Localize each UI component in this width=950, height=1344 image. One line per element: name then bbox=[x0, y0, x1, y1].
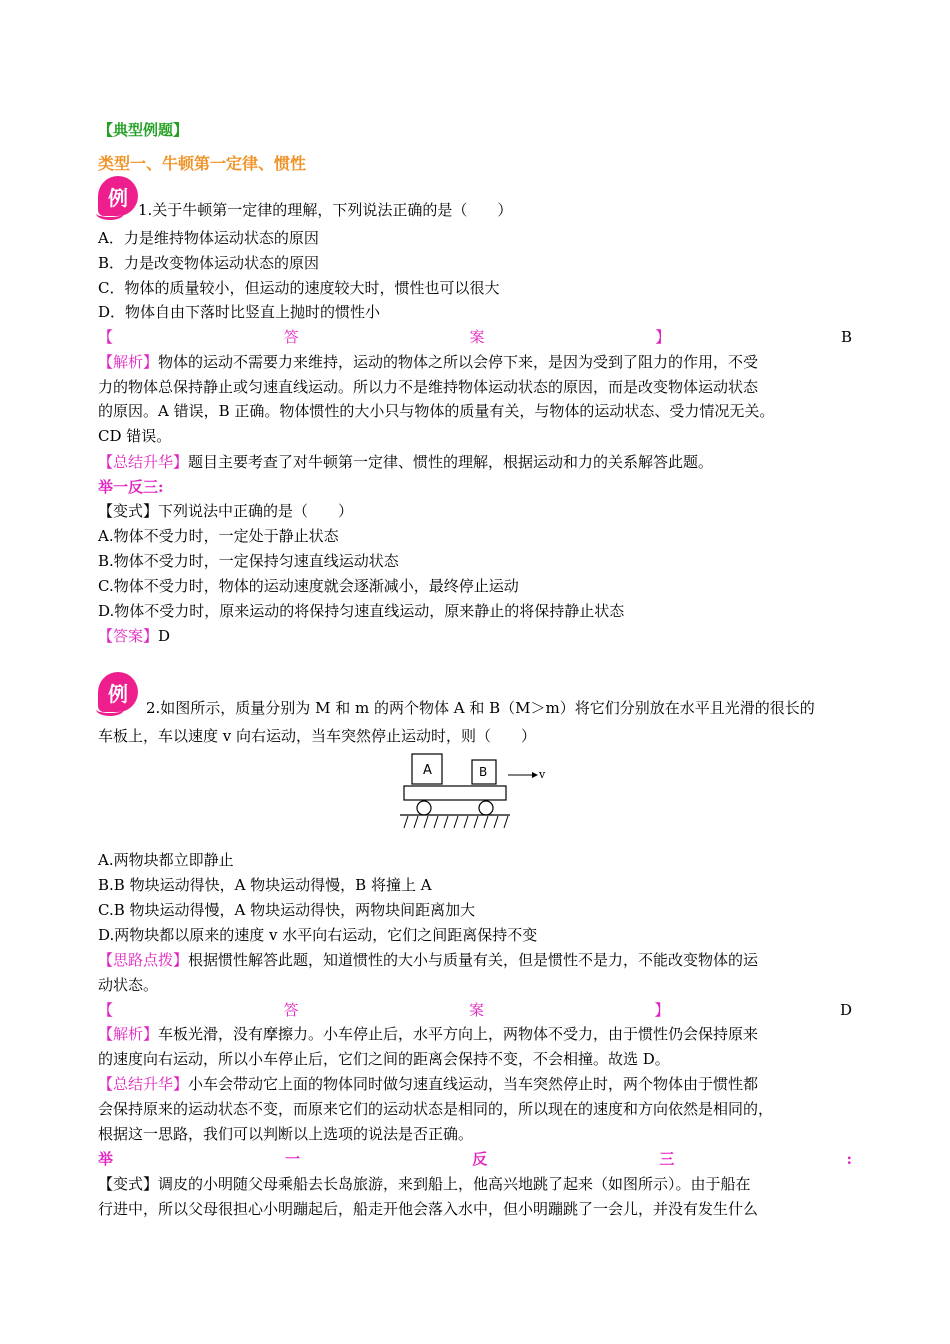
ex1-variant-answer: 【答案】D bbox=[98, 627, 171, 645]
cart-figure bbox=[398, 748, 554, 832]
ex2-question-line-1: 2.如图所示，质量分别为 M 和 m 的两个物体 A 和 B（M＞m）将它们分别放在水平且光滑的很长的 bbox=[146, 699, 815, 717]
answer-bracket-close: 】 bbox=[654, 1001, 670, 1019]
variant-label: 【变式】 bbox=[98, 502, 159, 520]
answer-char-1: 答 bbox=[283, 328, 299, 346]
ex2-variant-line-1: 【变式】调皮的小明随父母乘船去长岛旅游，来到船上，他高兴地跳了起来（如图所示）。由于船在 bbox=[98, 1175, 751, 1193]
ex1-practice-header: 举一反三: bbox=[98, 478, 164, 496]
ex1-analysis-line-3: 的原因。A 错误，B 正确。物体惯性的大小只与物体的质量有关，与物体的运动状态、受力情况无关。 bbox=[98, 402, 775, 420]
type-title: 类型一、牛顿第一定律、惯性 bbox=[98, 154, 307, 173]
ex2-hint-line-1: 【思路点拨】根据惯性解答此题，知道惯性的大小与质量有关，但是惯性不是力，不能改变物体的运 bbox=[98, 951, 759, 969]
answer-char-2: 案 bbox=[469, 328, 485, 346]
ex1-option-d: D．物体自由下落时比竖直上抛时的惯性小 bbox=[98, 303, 381, 321]
block-a-label: A bbox=[423, 763, 432, 778]
answer-value: D bbox=[839, 1001, 852, 1019]
answer-bracket-open: 【 bbox=[98, 1001, 114, 1019]
ex1-answer-row bbox=[98, 327, 852, 347]
ex1-analysis-line-1: 【解析】物体的运动不需要力来维持，运动的物体之所以会停下来，是因为受到了阻力的作用，不受 bbox=[98, 353, 759, 371]
analysis-label: 【解析】 bbox=[98, 1025, 159, 1043]
ex1-variant-question: 【变式】下列说法中正确的是（ ） bbox=[98, 502, 354, 520]
velocity-label: v bbox=[539, 768, 546, 781]
analysis-label: 【解析】 bbox=[98, 353, 159, 371]
section-header: 【典型例题】 bbox=[98, 121, 189, 139]
ex1-summary: 【总结升华】题目主要考查了对牛顿第一定律、惯性的理解，根据运动和力的关系解答此题。 bbox=[98, 453, 714, 471]
answer-char-2: 案 bbox=[468, 1001, 484, 1019]
ex1-analysis-line-4: CD 错误。 bbox=[98, 427, 172, 445]
ex1-option-c: C．物体的质量较小，但运动的速度较大时，惯性也可以很大 bbox=[98, 279, 500, 297]
cart-board bbox=[404, 786, 506, 800]
ground-hatch bbox=[404, 816, 508, 828]
ex2-option-a: A.两物块都立即静止 bbox=[98, 851, 234, 869]
ex2-answer-row bbox=[98, 1000, 852, 1020]
block-b-label: B bbox=[479, 765, 488, 779]
answer-char-1: 答 bbox=[283, 1001, 299, 1019]
ex1-variant-option-c: C.物体不受力时，物体的运动速度就会逐渐减小，最终停止运动 bbox=[98, 577, 519, 595]
ex2-practice-header: 举 一 反 三 : bbox=[98, 1150, 852, 1168]
ex2-summary-line-1: 【总结升华】小车会带动它上面的物体同时做匀速直线运动，当车突然停止时，两个物体由于惯性都 bbox=[98, 1075, 759, 1093]
wheel-left bbox=[417, 801, 431, 815]
arrow-head-icon bbox=[532, 772, 538, 778]
answer-bracket-open: 【 bbox=[98, 328, 114, 346]
ex1-variant-option-a: A.物体不受力时，一定处于静止状态 bbox=[98, 527, 339, 545]
ex2-analysis-line-1: 【解析】车板光滑，没有摩擦力。小车停止后，水平方向上，两物体不受力，由于惯性仍会保持原来 bbox=[98, 1025, 759, 1043]
example-badge-icon: 例 bbox=[98, 176, 138, 216]
ex2-option-d: D.两物块都以原来的速度 v 水平向右运动，它们之间距离保持不变 bbox=[98, 926, 538, 944]
hint-label: 【思路点拨】 bbox=[98, 951, 189, 969]
ex2-option-b: B.B 物块运动得快，A 物块运动得慢，B 将撞上 A bbox=[98, 876, 432, 894]
answer-value: B bbox=[840, 328, 852, 346]
ex2-analysis-line-2: 的速度向右运动，所以小车停止后，它们之间的距离会保持不变，不会相撞。故选 D。 bbox=[98, 1050, 670, 1068]
ex1-option-a: A．力是维持物体运动状态的原因 bbox=[98, 229, 319, 247]
summary-label: 【总结升华】 bbox=[98, 1075, 189, 1093]
summary-label: 【总结升华】 bbox=[98, 453, 189, 471]
ex2-option-c: C.B 物块运动得慢，A 物块运动得快，两物块间距离加大 bbox=[98, 901, 476, 919]
ex1-option-b: B．力是改变物体运动状态的原因 bbox=[98, 254, 320, 272]
ex2-summary-line-2: 会保持原来的运动状态不变，而原来它们的运动状态是相同的，所以现在的速度和方向依然是相同的， bbox=[98, 1100, 774, 1118]
ex1-question: 1.关于牛顿第一定律的理解，下列说法正确的是（ ） bbox=[138, 201, 513, 219]
example-badge-icon: 例 bbox=[98, 672, 138, 712]
variant-label: 【变式】 bbox=[98, 1175, 159, 1193]
ex1-analysis-line-2: 力的物体总保持静止或匀速直线运动。所以力不是维持物体运动状态的原因，而是改变物体运动状态 bbox=[98, 378, 759, 396]
ex1-variant-option-b: B.物体不受力时，一定保持匀速直线运动状态 bbox=[98, 552, 399, 570]
ex1-variant-option-d: D.物体不受力时，原来运动的将保持匀速直线运动，原来静止的将保持静止状态 bbox=[98, 602, 625, 620]
answer-bracket-close: 】 bbox=[655, 328, 671, 346]
ex2-summary-line-3: 根据这一思路，我们可以判断以上选项的说法是否正确。 bbox=[98, 1125, 474, 1143]
ex2-variant-line-2: 行进中，所以父母很担心小明蹦起后，船走开他会落入水中，但小明蹦跳了一会儿，并没有发生什么 bbox=[98, 1200, 759, 1218]
ex2-question-line-2: 车板上，车以速度 v 向右运动，当车突然停止运动时，则（ ） bbox=[98, 727, 537, 745]
wheel-right bbox=[479, 801, 493, 815]
variant-answer-label: 【答案】 bbox=[98, 627, 159, 645]
ex2-hint-line-2: 动状态。 bbox=[98, 976, 159, 994]
